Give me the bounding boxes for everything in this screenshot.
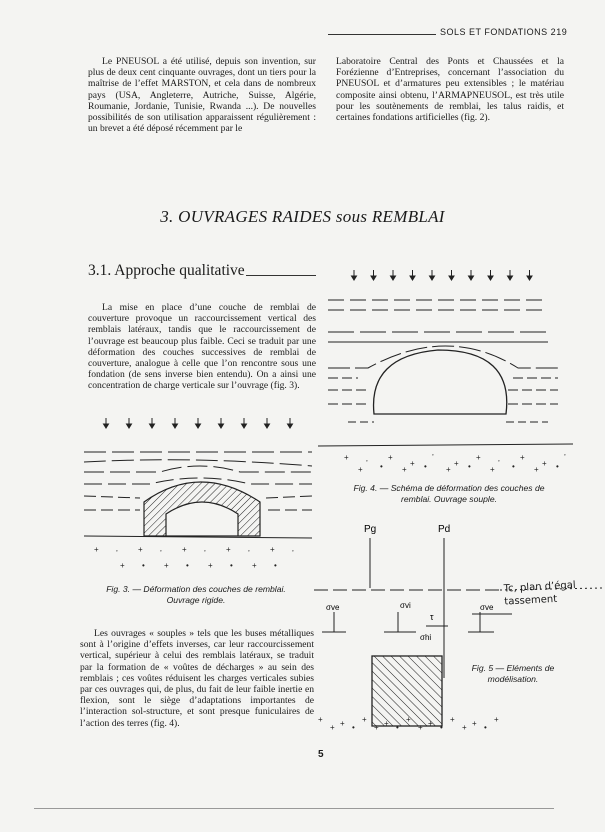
fig5-label-pg: Pg bbox=[364, 524, 377, 535]
soil-mark: • bbox=[556, 462, 559, 471]
soil-mark: ’ bbox=[498, 459, 500, 468]
fig5-label-shi: σhi bbox=[420, 633, 432, 642]
fig3-load-arrow bbox=[265, 418, 270, 428]
soil-mark: + bbox=[330, 723, 335, 730]
fig4-load-arrow bbox=[449, 270, 454, 280]
soil-mark: • bbox=[512, 462, 515, 471]
fig5-label-sve-left: σve bbox=[326, 603, 340, 612]
fig3-load-arrow bbox=[219, 418, 224, 428]
soil-mark: + bbox=[374, 723, 379, 730]
soil-mark: + bbox=[418, 723, 423, 730]
soil-mark: + bbox=[494, 715, 499, 724]
soil-mark: + bbox=[446, 465, 451, 474]
soil-mark: ’ bbox=[204, 549, 206, 558]
intro-right-column bbox=[336, 56, 564, 123]
soil-mark: + bbox=[542, 459, 547, 468]
soil-mark: + bbox=[490, 465, 495, 474]
soil-mark: + bbox=[208, 561, 213, 570]
soil-mark: + bbox=[454, 459, 459, 468]
bottom-rule bbox=[34, 808, 554, 809]
para1-column bbox=[88, 302, 316, 392]
fig5-label-tau: τ bbox=[430, 612, 434, 622]
soil-mark: ’ bbox=[292, 549, 294, 558]
fig4-load-arrow bbox=[488, 270, 493, 280]
fig4-ground bbox=[318, 444, 573, 446]
soil-mark: • bbox=[484, 723, 487, 730]
running-header: SOLS ET FONDATIONS 219 bbox=[440, 27, 568, 37]
intro-right-text: Laboratoire Central des Ponts et Chaussées et la Forézienne d’Entreprises, concernant l’association du PNEUSOL et d’armatures peu extensibles ; le matériau composite ainsi obtenu, l’ARMAPNEUSOL, est très utile pour les soutènements de remblai, les talus raidis, et certaines fondations artificielles (fig. 2). bbox=[336, 56, 564, 124]
section-title: 3. OUVRAGES RAIDES sous REMBLAI bbox=[160, 207, 445, 226]
fig4-layers bbox=[328, 300, 558, 432]
header-rule bbox=[328, 34, 436, 35]
soil-mark: + bbox=[388, 453, 393, 462]
fig3-soil-marks bbox=[94, 545, 294, 570]
soil-mark: + bbox=[344, 453, 349, 462]
soil-mark: ’ bbox=[432, 453, 434, 462]
fig4-load-arrow bbox=[371, 270, 376, 280]
fig5-label-sve-right: σve bbox=[480, 603, 494, 612]
soil-mark: • bbox=[352, 723, 355, 730]
fig3-load-arrow bbox=[242, 418, 247, 428]
fig3-load-arrow bbox=[127, 418, 132, 428]
soil-mark: + bbox=[164, 561, 169, 570]
intro-left-column bbox=[88, 56, 316, 134]
soil-mark: + bbox=[226, 545, 231, 554]
soil-mark: ’ bbox=[564, 453, 566, 462]
fig3-load-arrow bbox=[173, 418, 178, 428]
fig3-rigid-structure bbox=[144, 482, 260, 536]
soil-mark: + bbox=[520, 453, 525, 462]
subsection-rule bbox=[246, 275, 316, 276]
soil-mark: + bbox=[252, 561, 257, 570]
fig4-load-arrow bbox=[430, 270, 435, 280]
soil-mark: • bbox=[186, 561, 189, 570]
soil-mark: + bbox=[362, 715, 367, 724]
fig3-load-arrows bbox=[104, 418, 293, 428]
soil-mark: + bbox=[406, 715, 411, 724]
fig4-load-arrow bbox=[527, 270, 532, 280]
fig5-soil-marks bbox=[318, 715, 499, 730]
fig4-load-arrow bbox=[410, 270, 415, 280]
fig4-caption: Fig. 4. — Schéma de déformation des couches de remblai. Ouvrage souple. bbox=[353, 483, 545, 504]
fig4-load-arrow bbox=[469, 270, 474, 280]
soil-mark: + bbox=[358, 465, 363, 474]
soil-mark: ’ bbox=[116, 549, 118, 558]
soil-mark: + bbox=[476, 453, 481, 462]
fig3-load-arrow bbox=[196, 418, 201, 428]
soil-mark: • bbox=[142, 561, 145, 570]
soil-mark: + bbox=[534, 465, 539, 474]
soil-mark: + bbox=[402, 465, 407, 474]
soil-mark: + bbox=[384, 719, 389, 728]
soil-mark: + bbox=[120, 561, 125, 570]
soil-mark: ’ bbox=[248, 549, 250, 558]
para2-column bbox=[80, 628, 314, 729]
subsection-title: 3.1. Approche qualitative bbox=[88, 262, 245, 279]
fig4-load-arrow bbox=[391, 270, 396, 280]
soil-mark: + bbox=[410, 459, 415, 468]
soil-mark: + bbox=[270, 545, 275, 554]
soil-mark: • bbox=[440, 723, 443, 730]
fig3-load-arrow bbox=[150, 418, 155, 428]
fig5-label-pd: Pd bbox=[438, 524, 451, 535]
soil-mark: + bbox=[138, 545, 143, 554]
intro-left-text: Le PNEUSOL a été utilisé, depuis son invention, sur plus de deux cent cinquante ouvrages, dont un tiers pour la maîtrise de l’effet MARSTON, et cela dans de nombreux pays (USA, Angleterre, Autriche, Suisse, Algérie, Roumanie, Jordanie, Tunisie, Rwanda ...). De nouvelles possibilités de son utilisation apparaissent régulièrement : un brevet a été déposé récemment par le bbox=[88, 56, 316, 135]
para1-text: La mise en place d’une couche de remblai de couverture provoque un raccourcissement vertical des remblais latéraux, tandis que le raccourcissement de l’ouvrage est beaucoup plus faible. Ceci se traduit par une déformation des couches successives de remblai de couverture, analogue à celle que l’on rencontre sous une fondation (de sens inverse bien entendu). On a ainsi une concentration de charge verticale sur l’ouvrage (fig. 3). bbox=[88, 302, 316, 392]
fig5-label-svi: σvi bbox=[400, 601, 411, 610]
para2-text: Les ouvrages « souples » tels que les buses métalliques sont à l’origine d’effets inverses, car leur raccourcissement vertical, supérieur à celui des remblais latéraux, se traduit par la formation de « voûtes de décharges » au sein des remblais ; ces voûtes réduisent les charges verticales subies par ces ouvrages qui, de plus, du fait de leur faible inertie en flexion, sont le siège d’adaptations importantes de l’interaction sol-structure, et sont presque funiculaires de l’action des terres (fig. 4). bbox=[80, 628, 314, 729]
fig4-load-arrow bbox=[508, 270, 513, 280]
fig3-load-arrow bbox=[104, 418, 109, 428]
fig5-diagram bbox=[312, 518, 605, 730]
soil-mark: + bbox=[472, 719, 477, 728]
soil-mark: + bbox=[428, 719, 433, 728]
soil-mark: + bbox=[318, 715, 323, 724]
page-number: 5 bbox=[318, 749, 324, 760]
fig3-caption: Fig. 3. — Déformation des couches de remblai. Ouvrage rigide. bbox=[106, 584, 286, 605]
fig4-soil-marks bbox=[344, 453, 566, 474]
soil-mark: + bbox=[182, 545, 187, 554]
soil-mark: • bbox=[468, 462, 471, 471]
fig5-handwritten-note: Tc, plan d’égal tassement bbox=[503, 579, 576, 608]
soil-mark: + bbox=[450, 715, 455, 724]
fig4-load-arrows bbox=[352, 270, 533, 280]
soil-mark: + bbox=[462, 723, 467, 730]
soil-mark: ’ bbox=[366, 459, 368, 468]
soil-mark: • bbox=[230, 561, 233, 570]
fig4-diagram bbox=[318, 264, 580, 480]
soil-mark: + bbox=[94, 545, 99, 554]
soil-mark: • bbox=[396, 723, 399, 730]
soil-mark: • bbox=[380, 462, 383, 471]
soil-mark: + bbox=[340, 719, 345, 728]
fig3-diagram bbox=[80, 406, 312, 584]
fig3-load-arrow bbox=[288, 418, 293, 428]
soil-mark: ’ bbox=[160, 549, 162, 558]
fig5-caption: Fig. 5 — Eléments de modélisation. bbox=[471, 663, 555, 684]
fig4-load-arrow bbox=[352, 270, 357, 280]
soil-mark: • bbox=[424, 462, 427, 471]
soil-mark: • bbox=[274, 561, 277, 570]
